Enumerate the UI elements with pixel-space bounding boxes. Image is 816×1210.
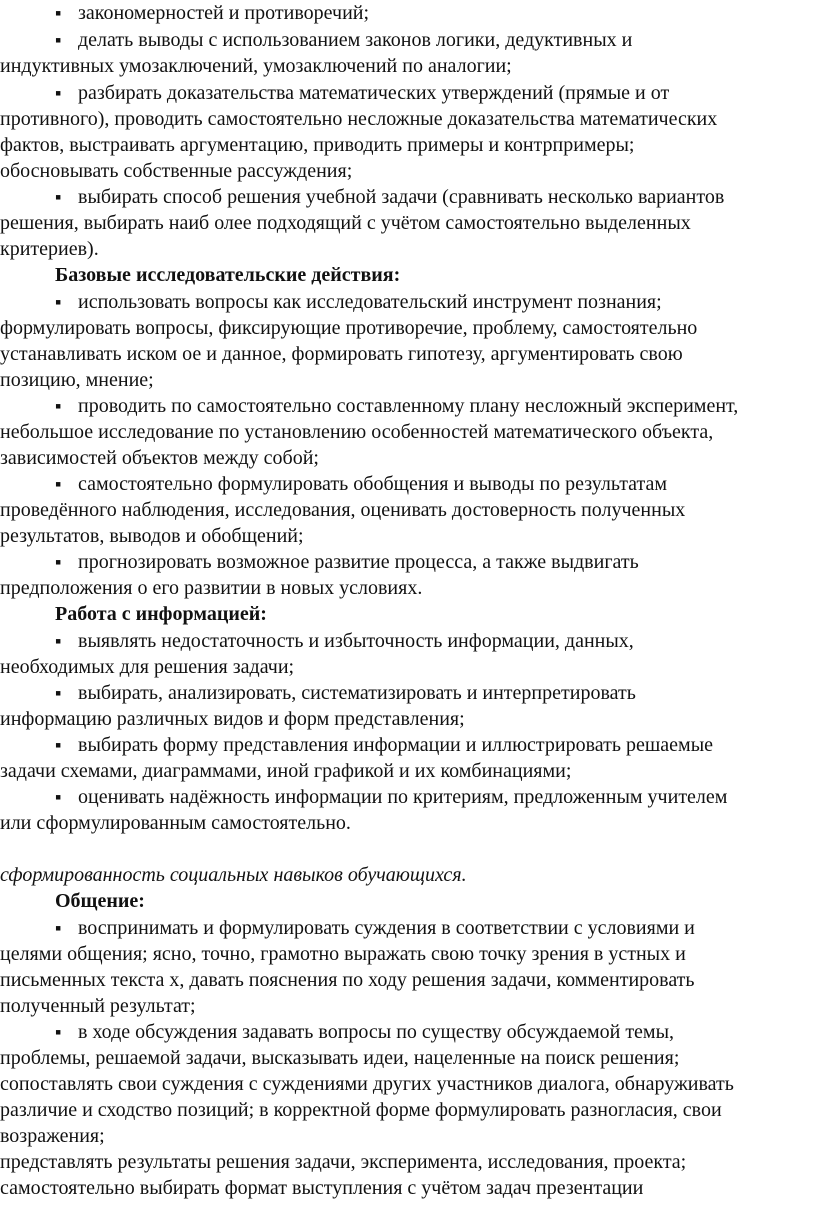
text-line: зависимостей объектов между собой;	[0, 447, 319, 469]
text-line: возражения;	[0, 1125, 105, 1147]
bullet-item: ▪ прогнозировать возможное развитие процесса, а также выдвигать	[0, 549, 816, 576]
text-line: письменных текста х, давать пояснения по ходу решения задачи, комментировать	[0, 969, 695, 991]
bullet-item: ▪ выявлять недостаточность и избыточность информации, данных,	[0, 628, 816, 655]
text-line: или сформулированным самостоятельно.	[0, 812, 351, 834]
italic-text-line: сформированность социальных навыков обучающихся.	[0, 864, 467, 886]
text-line: целями общения; ясно, точно, грамотно выражать свою точку зрения в устных и	[0, 943, 686, 965]
text-line: формулировать вопросы, фиксирующие противоречие, проблему, самостоятельно	[0, 317, 698, 339]
text-line: противного), проводить самостоятельно несложные доказательства математических	[0, 108, 718, 130]
text-line: полученный результат;	[0, 995, 196, 1017]
text-line: представлять результаты решения задачи, эксперимента, исследования, проекта;	[0, 1151, 687, 1173]
bullet-item: ▪ выбирать форму представления информации и иллюстрировать решаемые	[0, 732, 816, 759]
text-line: проведённого наблюдения, исследования, оценивать достоверность полученных	[0, 499, 686, 521]
text-line: критериев).	[0, 238, 99, 260]
bullet-item: ▪ самостоятельно формулировать обобщения и выводы по результатам	[0, 471, 816, 498]
text-line: устанавливать иском ое и данное, формировать гипотезу, аргументировать свою	[0, 343, 683, 365]
text-line: сопоставлять свои суждения с суждениями других участников диалога, обнаруживать	[0, 1073, 734, 1095]
text-line: самостоятельно выбирать формат выступления с учётом задач презентации	[0, 1177, 644, 1199]
bullet-item: ▪ выбирать способ решения учебной задачи (сравнивать несколько вариантов	[0, 184, 816, 211]
bullet-item: ▪ разбирать доказательства математических утверждений (прямые и от	[0, 80, 816, 107]
section-heading: Базовые исследовательские действия:	[55, 264, 401, 286]
bullet-item: ▪ воспринимать и формулировать суждения в соответствии с условиями и	[0, 915, 816, 942]
bullet-item: ▪ проводить по самостоятельно составленному плану несложный эксперимент,	[0, 393, 816, 420]
text-line: обосновывать собственные рассуждения;	[0, 160, 353, 182]
bullet-item: ▪ в ходе обсуждения задавать вопросы по существу обсуждаемой темы,	[0, 1019, 816, 1046]
bullet-item: ▪ закономерностей и противоречий;	[0, 0, 816, 27]
text-line: фактов, выстраивать аргументацию, приводить примеры и контрпримеры;	[0, 134, 635, 156]
text-line: информацию различных видов и форм представления;	[0, 708, 465, 730]
text-line: необходимых для решения задачи;	[0, 656, 295, 678]
text-line: позицию, мнение;	[0, 369, 154, 391]
section-heading: Работа с информацией:	[55, 603, 267, 625]
text-line: различие и сходство позиций; в корректной форме формулировать разногласия, свои	[0, 1099, 722, 1121]
bullet-item: ▪ оценивать надёжность информации по критериям, предложенным учителем	[0, 784, 816, 811]
section-heading: Общение:	[55, 890, 145, 912]
text-line: задачи схемами, диаграммами, иной графикой и их комбинациями;	[0, 760, 572, 782]
bullet-item: ▪ выбирать, анализировать, систематизировать и интерпретировать	[0, 680, 816, 707]
text-line: проблемы, решаемой задачи, высказывать идеи, нацеленные на поиск решения;	[0, 1047, 680, 1069]
text-line: предположения о его развитии в новых условиях.	[0, 577, 423, 599]
text-line: индуктивных умозаключений, умозаключений по аналогии;	[0, 55, 512, 77]
text-line: решения, выбирать наиб олее подходящий с учётом самостоятельно выделенных	[0, 212, 691, 234]
text-line: результатов, выводов и обобщений;	[0, 525, 304, 547]
text-line: небольшое исследование по установлению особенностей математического объекта,	[0, 421, 714, 443]
bullet-item: ▪ использовать вопросы как исследовательский инструмент познания;	[0, 289, 816, 316]
bullet-item: ▪ делать выводы с использованием законов логики, дедуктивных и	[0, 27, 816, 54]
